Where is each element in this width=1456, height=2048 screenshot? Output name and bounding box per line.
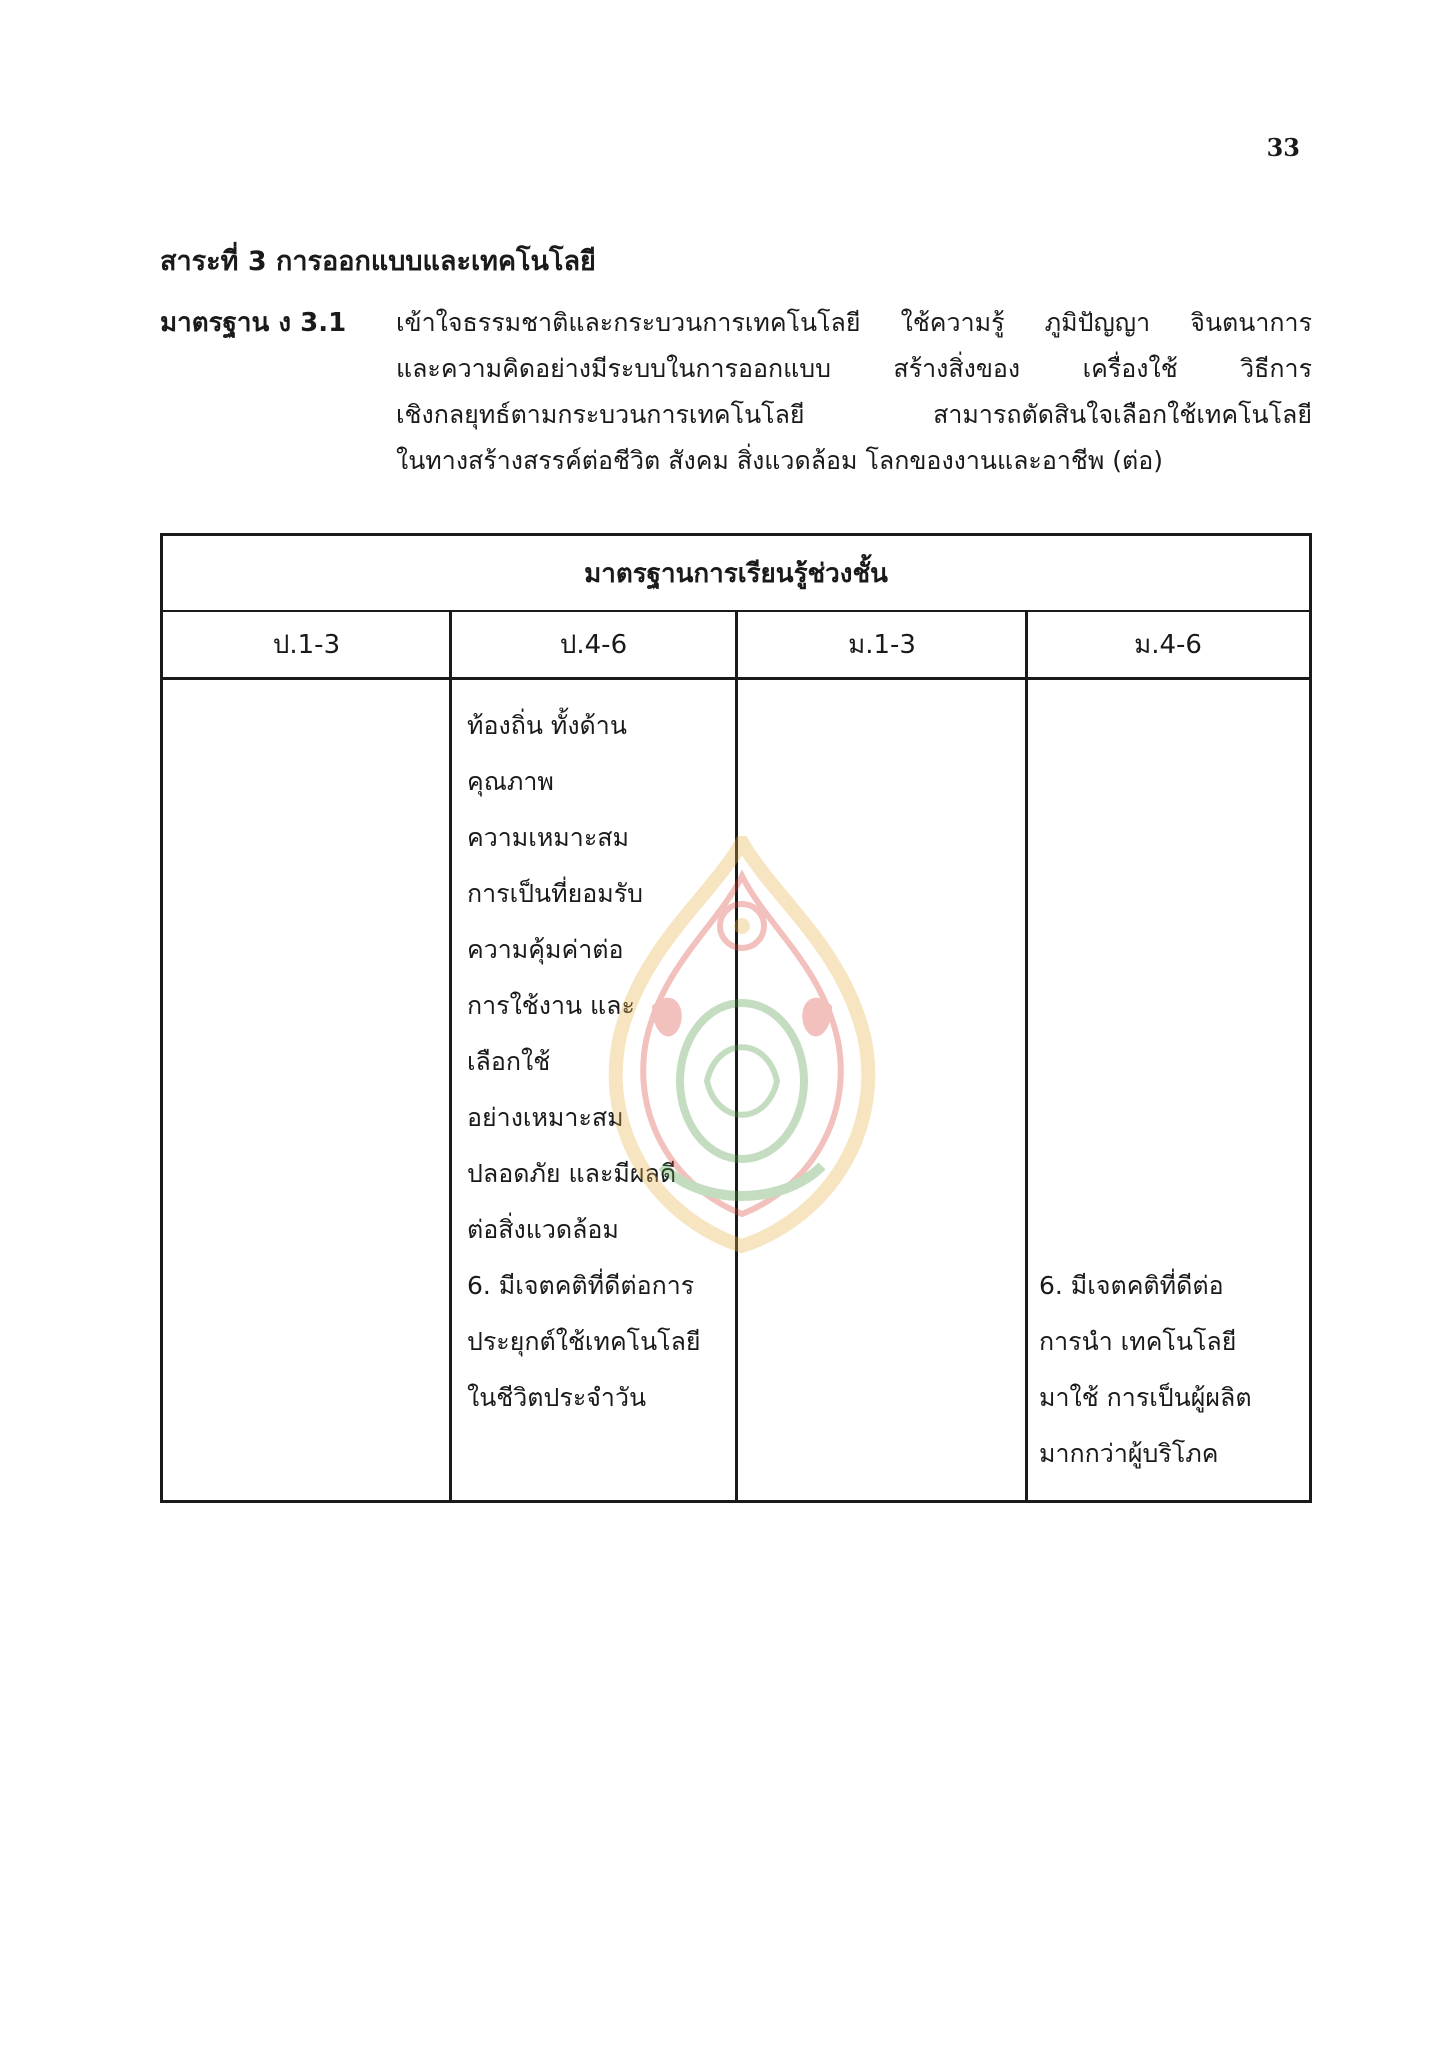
column-header-m4-6: ม.4-6 [1027,612,1309,680]
cell-line: การเป็นที่ยอมรับ [467,879,644,908]
standard-line: และความคิดอย่างมีระบบในการออกแบบ สร้างสิ่งของ เครื่องใช้ วิธีการ [396,354,1312,383]
standard-line: เชิงกลยุทธ์ตามกระบวนการเทคโนโลยี สามารถตัดสินใจเลือกใช้เทคโนโลยี [396,400,1312,429]
cell-line: 6. มีเจตคติที่ดีต่อการ [467,1271,695,1300]
cell-line: ในชีวิตประจำวัน [467,1383,647,1412]
section-title: สาระที่ 3 การออกแบบและเทคโนโลยี [160,246,596,277]
cell-line: เลือกใช้ [467,1047,551,1076]
cell-line: ความคุ้มค่าต่อ [467,935,624,964]
cell-line: อย่างเหมาะสม [467,1103,624,1132]
cell-line: การใช้งาน และ [467,991,635,1020]
cell-line: ต่อสิ่งแวดล้อม [467,1215,619,1244]
table-title: มาตรฐานการเรียนรู้ช่วงชั้น [163,536,1309,612]
column-header-p4-6: ป.4-6 [450,612,737,680]
column-header-m1-3: ม.1-3 [737,612,1027,680]
cell-line: การนำ เทคโนโลยี [1039,1327,1237,1356]
standard-text [396,300,1312,484]
cell-line: ประยุกต์ใช้เทคโนโลยี [467,1327,701,1356]
page-number: 33 [1266,133,1300,162]
cell-line: ท้องถิ่น ทั้งด้าน [467,711,627,740]
standard-label: มาตรฐาน ง 3.1 [160,308,347,338]
standard-line: เข้าใจธรรมชาติและกระบวนการเทคโนโลยี ใช้ความรู้ ภูมิปัญญา จินตนาการ [396,308,1312,337]
cell-line: ปลอดภัย และมีผลดี [467,1159,677,1188]
cell-m4-6 [1039,1258,1252,1482]
column-divider [1025,612,1028,1500]
cell-line: มาใช้ การเป็นผู้ผลิต [1039,1383,1252,1412]
cell-line: 6. มีเจตคติที่ดีต่อ [1039,1271,1224,1300]
column-divider [449,612,452,1500]
cell-line: มากกว่าผู้บริโภค [1039,1439,1219,1468]
emblem-watermark-icon [592,836,892,1256]
cell-line: ความเหมาะสม [467,823,629,852]
cell-line: คุณภาพ [467,767,554,796]
column-header-p1-3: ป.1-3 [163,612,450,680]
standard-line: ในทางสร้างสรรค์ต่อชีวิต สังคม สิ่งแวดล้อม โลกของงานและอาชีพ (ต่อ) [396,446,1164,475]
